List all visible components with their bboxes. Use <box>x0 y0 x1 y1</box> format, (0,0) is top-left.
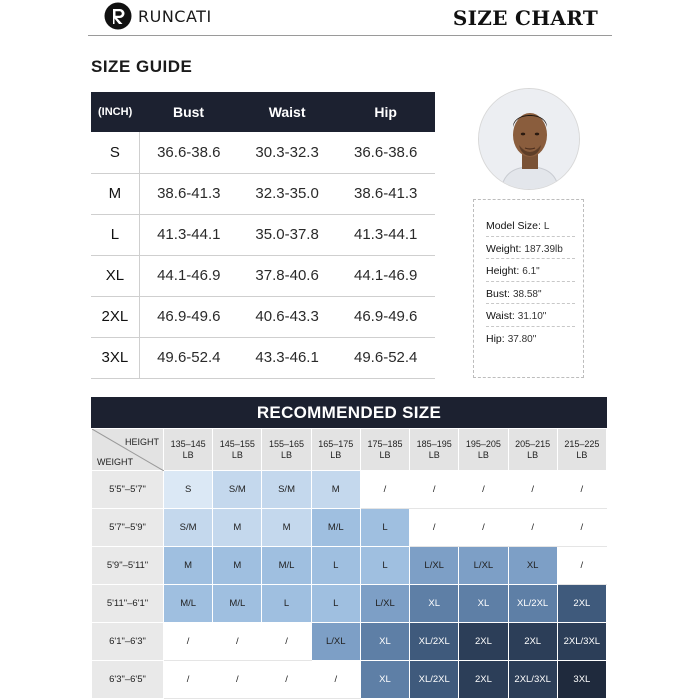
model-info-row <box>486 237 575 260</box>
model-info-label: Hip: <box>486 332 505 345</box>
recommended-size-cell: / <box>557 471 606 509</box>
size-label: 2XL <box>91 296 139 337</box>
recommended-size-cell: / <box>459 509 508 547</box>
weight-range-header <box>459 429 508 471</box>
weight-range-header <box>164 429 213 471</box>
model-info-label: Model Size: <box>486 220 541 232</box>
height-range-label: 5'11"–6'1" <box>92 585 164 623</box>
measurement-cell: 37.8-40.6 <box>238 255 337 296</box>
recommended-size-cell: S/M <box>164 509 213 547</box>
recommended-size-cell: / <box>311 661 360 699</box>
size-guide-row <box>91 337 435 378</box>
column-header: Hip <box>336 92 435 132</box>
weight-range: 215–225 <box>564 439 600 450</box>
recommended-size-cell: XL <box>410 585 459 623</box>
height-range-label: 5'7"–5'9" <box>92 509 164 547</box>
weight-header-row <box>92 429 607 471</box>
size-label: S <box>91 132 139 173</box>
recommended-size-cell: M <box>213 509 262 547</box>
measurement-cell: 38.6-41.3 <box>139 173 238 214</box>
measurement-cell: 38.6-41.3 <box>336 173 435 214</box>
measurement-cell: 41.3-44.1 <box>139 214 238 255</box>
recommended-size-cell: 2XL <box>508 623 557 661</box>
height-row <box>92 509 607 547</box>
model-info-value: L <box>543 221 550 232</box>
model-info-card <box>473 199 584 378</box>
weight-range-header <box>410 429 459 471</box>
size-label: 3XL <box>91 337 139 378</box>
recommended-size-cell: / <box>262 661 311 699</box>
recommended-size-cell: S/M <box>262 471 311 509</box>
recommended-size-cell: / <box>410 509 459 547</box>
recommended-size-cell: L/XL <box>459 547 508 585</box>
weight-unit: LB <box>477 449 489 460</box>
recommended-size-cell: M/L <box>213 585 262 623</box>
column-header: Bust <box>139 92 238 132</box>
recommended-size-cell: 2XL <box>459 661 508 699</box>
weight-range-header <box>213 429 262 471</box>
brand-name: RUNCATI <box>138 6 212 26</box>
recommended-size-title: RECOMMENDED SIZE <box>91 397 607 428</box>
height-row <box>92 585 607 623</box>
measurement-cell: 44.1-46.9 <box>139 255 238 296</box>
recommended-size-cell: 2XL/3XL <box>508 661 557 699</box>
size-guide-row <box>91 173 435 214</box>
recommended-size-cell: L <box>360 509 409 547</box>
corner-weight-label: WEIGHT <box>97 457 133 467</box>
model-portrait-icon <box>479 89 580 190</box>
recommended-size-cell: M/L <box>311 509 360 547</box>
height-range-label: 6'3"–6'5" <box>92 661 164 699</box>
weight-unit: LB <box>281 449 293 460</box>
weight-range: 155–165 <box>269 439 305 450</box>
recommended-size-cell: M <box>213 547 262 585</box>
size-label: M <box>91 173 139 214</box>
size-guide-row <box>91 214 435 255</box>
weight-range: 175–185 <box>367 439 403 450</box>
model-info-value: 38.58" <box>512 288 542 300</box>
page-title: SIZE CHART <box>452 6 598 30</box>
recommended-size-cell: XL/2XL <box>410 623 459 661</box>
recommended-size-cell: / <box>459 471 508 509</box>
model-info-row <box>486 304 575 327</box>
recommended-size-cell: 2XL/3XL <box>557 623 606 661</box>
recommended-size-cell: S <box>164 471 213 509</box>
measurement-cell: 36.6-38.6 <box>336 132 435 173</box>
measurement-cell: 44.1-46.9 <box>336 255 435 296</box>
model-info-row <box>486 327 575 350</box>
recommended-size-cell: / <box>213 623 262 661</box>
recommended-size-cell: 2XL <box>459 623 508 661</box>
size-guide-table <box>91 92 435 379</box>
weight-range: 135–145 <box>170 439 206 450</box>
height-row <box>92 623 607 661</box>
weight-range-header <box>557 429 606 471</box>
recommended-size-cell: / <box>164 661 213 699</box>
recommended-size-cell: / <box>557 509 606 547</box>
model-info-row <box>486 282 575 305</box>
recommended-size-cell: / <box>508 471 557 509</box>
recommended-size-cell: XL <box>360 623 409 661</box>
column-header: Waist <box>238 92 337 132</box>
measurement-cell: 36.6-38.6 <box>139 132 238 173</box>
recommended-size-cell: L <box>311 585 360 623</box>
height-row <box>92 661 607 699</box>
header <box>88 0 612 36</box>
recommended-size-cell: L/XL <box>410 547 459 585</box>
weight-range: 165–175 <box>318 439 354 450</box>
weight-range: 145–155 <box>219 439 255 450</box>
recommended-size-cell: M/L <box>164 585 213 623</box>
model-info-label: Waist: <box>486 310 515 322</box>
weight-range-header <box>311 429 360 471</box>
model-info-label: Weight: <box>486 242 522 255</box>
recommended-size-cell: / <box>557 547 606 585</box>
recommended-size-cell: / <box>508 509 557 547</box>
recommended-size-cell: M <box>311 471 360 509</box>
height-range-label: 5'5"–5'7" <box>92 471 164 509</box>
weight-range-header <box>508 429 557 471</box>
height-range-label: 5'9"–5'11" <box>92 547 164 585</box>
brand-logo <box>104 2 212 30</box>
recommended-size-table <box>91 428 607 699</box>
size-guide-row <box>91 132 435 173</box>
recommended-size-cell: M <box>262 509 311 547</box>
weight-range: 195–205 <box>465 439 501 450</box>
weight-unit: LB <box>231 449 243 460</box>
runcati-logo-icon <box>104 2 132 30</box>
weight-range: 205–215 <box>515 439 551 450</box>
height-weight-corner <box>92 429 164 471</box>
recommended-size-cell: L <box>360 547 409 585</box>
unit-header: (INCH) <box>91 92 139 132</box>
model-info-row <box>486 214 575 237</box>
size-label: XL <box>91 255 139 296</box>
model-info-value: 31.10" <box>517 311 547 322</box>
measurement-cell: 32.3-35.0 <box>238 173 337 214</box>
measurement-cell: 40.6-43.3 <box>238 296 337 337</box>
model-info-label: Bust: <box>486 287 510 300</box>
recommended-size-cell: / <box>164 623 213 661</box>
size-label: L <box>91 214 139 255</box>
measurement-cell: 41.3-44.1 <box>336 214 435 255</box>
weight-unit: LB <box>182 449 194 460</box>
measurement-cell: 49.6-52.4 <box>336 337 435 378</box>
size-guide-header-row <box>91 92 435 132</box>
recommended-size-cell: XL <box>459 585 508 623</box>
recommended-size-cell: / <box>262 623 311 661</box>
weight-unit: LB <box>379 449 391 460</box>
measurement-cell: 46.9-49.6 <box>336 296 435 337</box>
size-guide-row <box>91 296 435 337</box>
model-info-value: 187.39lb <box>524 243 563 255</box>
recommended-size-cell: L <box>311 547 360 585</box>
height-range-label: 6'1"–6'3" <box>92 623 164 661</box>
recommended-size-cell: 3XL <box>557 661 606 699</box>
recommended-size-cell: L/XL <box>311 623 360 661</box>
recommended-size-cell: XL/2XL <box>410 661 459 699</box>
weight-range-header <box>360 429 409 471</box>
measurement-cell: 35.0-37.8 <box>238 214 337 255</box>
weight-range-header <box>262 429 311 471</box>
recommended-size-cell: L <box>262 585 311 623</box>
height-row <box>92 547 607 585</box>
recommended-size-cell: / <box>360 471 409 509</box>
recommended-size-cell: / <box>410 471 459 509</box>
size-guide-title: SIZE GUIDE <box>91 57 193 76</box>
model-info-label: Height: <box>486 265 520 277</box>
weight-unit: LB <box>527 449 539 460</box>
recommended-size-cell: M <box>164 547 213 585</box>
weight-unit: LB <box>428 449 440 460</box>
recommended-size-cell: XL/2XL <box>508 585 557 623</box>
weight-range: 185–195 <box>416 439 452 450</box>
measurement-cell: 49.6-52.4 <box>139 337 238 378</box>
measurement-cell: 43.3-46.1 <box>238 337 337 378</box>
weight-unit: LB <box>330 449 342 460</box>
model-info-row <box>486 259 575 282</box>
model-info-value: 37.80" <box>507 333 537 345</box>
size-guide-row <box>91 255 435 296</box>
recommended-size-cell: / <box>213 661 262 699</box>
corner-height-label: HEIGHT <box>124 437 159 447</box>
height-row <box>92 471 607 509</box>
measurement-cell: 46.9-49.6 <box>139 296 238 337</box>
recommended-size-cell: L/XL <box>360 585 409 623</box>
recommended-size-cell: S/M <box>213 471 262 509</box>
recommended-size-cell: 2XL <box>557 585 606 623</box>
model-photo <box>478 88 580 190</box>
model-info-value: 6.1" <box>522 266 540 277</box>
weight-unit: LB <box>576 449 588 460</box>
recommended-size-cell: M/L <box>262 547 311 585</box>
measurement-cell: 30.3-32.3 <box>238 132 337 173</box>
recommended-size-cell: XL <box>508 547 557 585</box>
recommended-size-cell: XL <box>360 661 409 699</box>
